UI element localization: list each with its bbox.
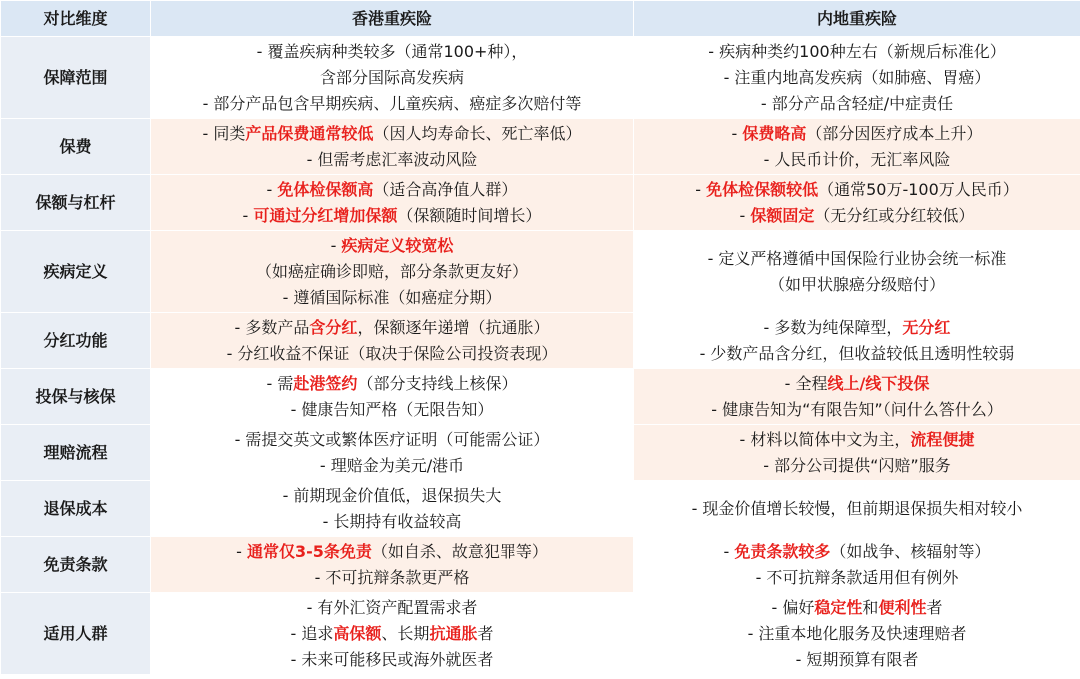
hk-cell: [151, 119, 634, 175]
hk-cell: [151, 537, 634, 593]
cell-text: -: [723, 541, 735, 561]
cell-text: ，保额逐年递增（抗通胀）: [357, 317, 550, 337]
cell-text: （无分红或分红较低）: [814, 205, 975, 225]
cell-text: - 材料以简体中文为主，: [739, 429, 911, 449]
hk-cell: [151, 369, 634, 425]
cell-line: [155, 621, 629, 647]
hk-cell: [151, 313, 634, 369]
cell-line: [638, 427, 1076, 453]
cell-text: -: [266, 179, 278, 199]
cell-line: [638, 595, 1076, 621]
cell-text: - 追求: [290, 623, 334, 643]
cell-text: - 部分产品含轻症/中症责任: [760, 93, 954, 113]
cell-line: [155, 427, 629, 453]
table-row: [1, 425, 1080, 481]
emphasis-text: 通常仅3-5条免责: [246, 541, 372, 561]
cell-line: [155, 285, 629, 311]
cell-text: （部分因医疗成本上升）: [806, 123, 983, 143]
cell-line: [155, 371, 629, 397]
cell-line: [638, 371, 1076, 397]
cell-text: -: [330, 235, 342, 255]
cell-line: [155, 647, 629, 673]
cell-text: 含部分国际高发疾病: [319, 67, 464, 87]
cell-text: -: [695, 179, 707, 199]
hk-cell: [151, 175, 634, 231]
cell-line: [155, 147, 629, 173]
row-dimension: 理赔流程: [1, 425, 151, 481]
cell-text: - 短期预算有限者: [795, 649, 919, 669]
table-row: [1, 119, 1080, 175]
header-hk: 香港重疾险: [151, 1, 634, 37]
cell-text: - 前期现金价值低，退保损失大: [282, 485, 502, 505]
mainland-cell: [634, 119, 1080, 175]
header-row: [1, 1, 1080, 37]
cell-text: - 需提交英文或繁体医疗证明（可能需公证）: [234, 429, 550, 449]
cell-text: （适合高净值人群）: [373, 179, 518, 199]
cell-text: （部分支持线上核保）: [357, 373, 518, 393]
table-body: [1, 37, 1080, 675]
hk-cell: [151, 481, 634, 537]
table-row: [1, 313, 1080, 369]
cell-text: （如癌症确诊即赔，部分条款更友好）: [255, 261, 528, 281]
cell-line: [155, 177, 629, 203]
cell-text: -: [236, 541, 247, 561]
emphasis-text: 无分红: [902, 317, 951, 337]
cell-line: [155, 259, 629, 285]
row-dimension: 适用人群: [1, 593, 151, 675]
cell-text: - 注重内地高发疾病（如肺癌、胃癌）: [723, 67, 991, 87]
emphasis-text: 含分红: [309, 317, 358, 337]
cell-line: [638, 39, 1076, 65]
cell-line: [638, 315, 1076, 341]
cell-text: 者: [926, 597, 943, 617]
emphasis-text: 免责条款较多: [734, 541, 831, 561]
cell-text: - 健康告知严格（无限告知）: [290, 399, 494, 419]
cell-text: - 多数产品: [234, 317, 310, 337]
cell-text: - 疾病种类约100种左右（新规后标准化）: [708, 41, 1006, 61]
table-row: [1, 231, 1080, 313]
emphasis-text: 保费略高: [742, 123, 807, 143]
header-mainland: 内地重疾险: [634, 1, 1080, 37]
cell-line: [155, 39, 629, 65]
mainland-cell: [634, 37, 1080, 119]
cell-line: [638, 539, 1076, 565]
table-row: [1, 369, 1080, 425]
emphasis-text: 可通过分红增加保额: [253, 205, 398, 225]
mainland-cell: [634, 537, 1080, 593]
hk-cell: [151, 425, 634, 481]
row-dimension: 投保与核保: [1, 369, 151, 425]
row-dimension: 疾病定义: [1, 231, 151, 313]
cell-text: （保额随时间增长）: [397, 205, 542, 225]
cell-text: - 遵循国际标准（如癌症分期）: [282, 287, 502, 307]
cell-text: - 多数为纯保障型，: [763, 317, 903, 337]
cell-line: [155, 121, 629, 147]
cell-text: 、长期: [381, 623, 430, 643]
row-dimension: 退保成本: [1, 481, 151, 537]
cell-line: [155, 65, 629, 91]
hk-cell: [151, 231, 634, 313]
cell-line: [638, 65, 1076, 91]
table-row: [1, 593, 1080, 675]
emphasis-text: 疾病定义较宽松: [341, 235, 454, 255]
cell-line: [155, 565, 629, 591]
cell-text: - 未来可能移民或海外就医者: [290, 649, 494, 669]
cell-line: [638, 453, 1076, 479]
row-dimension: 保额与杠杆: [1, 175, 151, 231]
hk-cell: [151, 593, 634, 675]
cell-text: - 需: [266, 373, 294, 393]
cell-text: -: [739, 205, 751, 225]
cell-line: [638, 121, 1076, 147]
row-dimension: 保费: [1, 119, 151, 175]
table-row: [1, 37, 1080, 119]
cell-text: - 定义严格遵循中国保险行业协会统一标准: [707, 248, 1007, 268]
emphasis-text: 高保额: [333, 623, 382, 643]
mainland-cell: [634, 369, 1080, 425]
cell-text: - 人民币计价，无汇率风险: [763, 149, 951, 169]
cell-line: [155, 595, 629, 621]
cell-text: 和: [862, 597, 879, 617]
row-dimension: 免责条款: [1, 537, 151, 593]
cell-text: - 理赔金为美元/港币: [319, 455, 465, 475]
mainland-cell: [634, 593, 1080, 675]
cell-line: [638, 647, 1076, 673]
hk-cell: [151, 37, 634, 119]
table-row: [1, 537, 1080, 593]
cell-line: [155, 453, 629, 479]
cell-line: [638, 621, 1076, 647]
cell-line: [155, 539, 629, 565]
row-dimension: 保障范围: [1, 37, 151, 119]
cell-line: [155, 315, 629, 341]
cell-line: [155, 397, 629, 423]
cell-line: [155, 233, 629, 259]
cell-line: [155, 341, 629, 367]
cell-text: （如战争、核辐射等）: [830, 541, 991, 561]
cell-text: - 分红收益不保证（取决于保险公司投资表现）: [226, 343, 558, 363]
cell-text: （因人均寿命长、死亡率低）: [373, 123, 582, 143]
cell-line: [638, 91, 1076, 117]
cell-text: - 部分产品包含早期疾病、儿童疾病、癌症多次赔付等: [202, 93, 582, 113]
emphasis-text: 抗通胀: [429, 623, 478, 643]
emphasis-text: 免体检保额较低: [706, 179, 819, 199]
cell-line: [638, 203, 1076, 229]
cell-text: - 健康告知为“有限告知”（问什么答什么）: [711, 399, 1003, 419]
mainland-cell: [634, 313, 1080, 369]
row-dimension: 分红功能: [1, 313, 151, 369]
cell-text: - 少数产品含分红，但收益较低且透明性较弱: [699, 343, 1015, 363]
cell-text: （如甲状腺癌分级赔付）: [768, 274, 945, 294]
emphasis-text: 流程便捷: [910, 429, 975, 449]
mainland-cell: [634, 175, 1080, 231]
cell-text: - 偏好: [771, 597, 815, 617]
mainland-cell: [634, 481, 1080, 537]
cell-text: - 注重本地化服务及快速理赔者: [747, 623, 967, 643]
cell-text: （通常50万-100万人民币）: [818, 179, 1019, 199]
emphasis-text: 稳定性: [814, 597, 863, 617]
cell-line: [155, 91, 629, 117]
emphasis-text: 便利性: [878, 597, 927, 617]
cell-text: （如自杀、故意犯罪等）: [371, 541, 548, 561]
cell-text: -: [242, 205, 254, 225]
table-row: [1, 481, 1080, 537]
cell-text: - 部分公司提供“闪赔”服务: [763, 455, 951, 475]
emphasis-text: 赴港签约: [293, 373, 358, 393]
cell-text: -: [731, 123, 743, 143]
cell-line: [638, 147, 1076, 173]
emphasis-text: 保额固定: [750, 205, 815, 225]
table-row: [1, 175, 1080, 231]
emphasis-text: 线上/线下投保: [827, 373, 930, 393]
cell-line: [155, 483, 629, 509]
cell-line: [638, 341, 1076, 367]
cell-text: - 覆盖疾病种类较多（通常100+种），: [256, 41, 528, 61]
cell-line: [638, 272, 1076, 298]
mainland-cell: [634, 231, 1080, 313]
cell-line: [155, 203, 629, 229]
cell-line: [638, 496, 1076, 522]
cell-line: [638, 177, 1076, 203]
emphasis-text: 产品保费通常较低: [245, 123, 374, 143]
cell-line: [638, 565, 1076, 591]
cell-text: - 不可抗辩条款适用但有例外: [755, 567, 959, 587]
cell-text: - 现金价值增长较慢，但前期退保损失相对较小: [691, 498, 1023, 518]
emphasis-text: 免体检保额高: [277, 179, 374, 199]
cell-text: 者: [477, 623, 494, 643]
mainland-cell: [634, 425, 1080, 481]
cell-line: [155, 509, 629, 535]
cell-line: [638, 397, 1076, 423]
cell-text: - 但需考虑汇率波动风险: [306, 149, 478, 169]
cell-text: - 不可抗辩条款更严格: [314, 567, 470, 587]
cell-line: [638, 246, 1076, 272]
cell-text: - 同类: [202, 123, 246, 143]
cell-text: - 有外汇资产配置需求者: [306, 597, 478, 617]
header-dimension: 对比维度: [1, 1, 151, 37]
cell-text: - 全程: [784, 373, 828, 393]
cell-text: - 长期持有收益较高: [322, 511, 462, 531]
